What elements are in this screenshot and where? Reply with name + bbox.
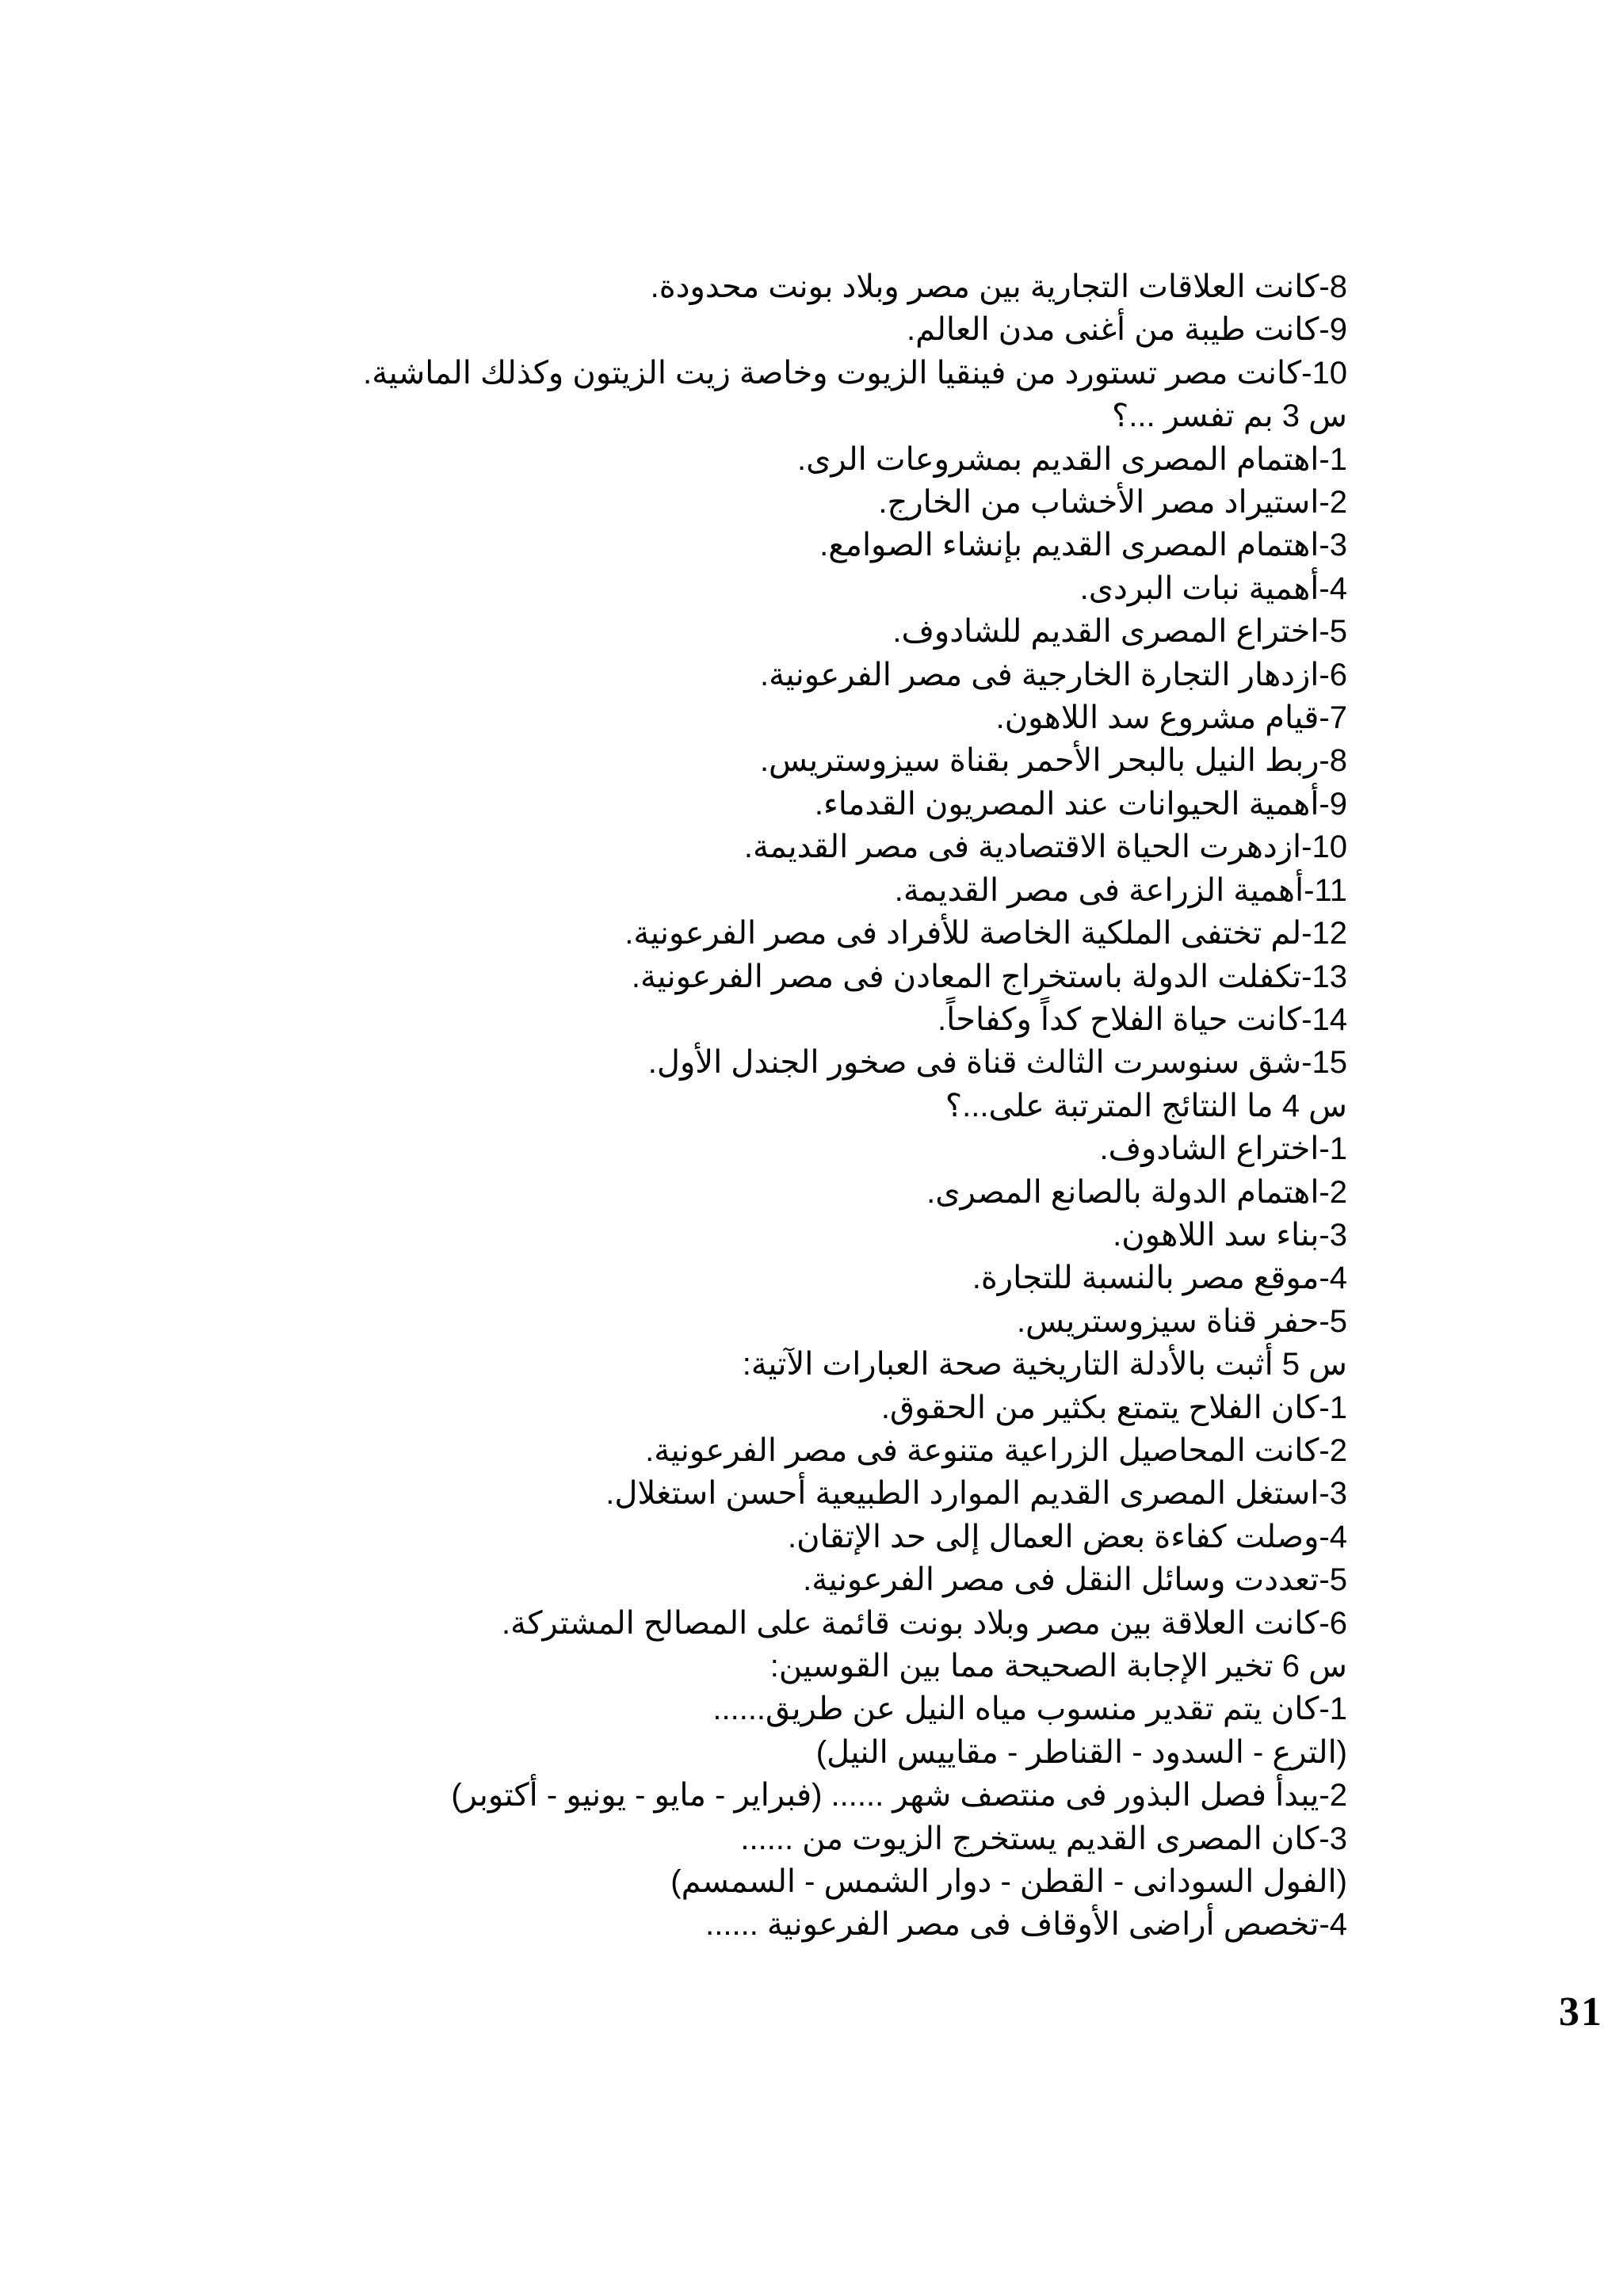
text-line: 7-قيام مشروع سد اللاهون. — [995, 700, 1347, 736]
text-line: 4-أهمية نبات البردى. — [1079, 570, 1347, 606]
text-line: 13-تكفلت الدولة باستخراج المعادن فى مصر الفرعونية. — [631, 959, 1347, 994]
question-heading: س 6 تخير الإجابة الصحيحة مما بين القوسين: — [769, 1649, 1347, 1684]
question-heading: س 3 بم تفسر ...؟ — [1112, 399, 1347, 434]
options-line: (الترع - السدود - القناطر - مقاييس النيل) — [815, 1734, 1347, 1770]
question-heading: س 5 أثبت بالأدلة التاريخية صحة العبارات الآتية: — [742, 1347, 1347, 1383]
text-line: 3-اهتمام المصرى القديم بإنشاء الصوامع. — [819, 528, 1347, 563]
text-line: 5-اختراع المصرى القديم للشادوف. — [892, 614, 1347, 650]
text-line: 1-كان يتم تقدير منسوب مياه النيل عن طريق...... — [712, 1691, 1347, 1727]
text-line: 11-أهمية الزراعة فى مصر القديمة. — [894, 872, 1347, 908]
page-number: 31 — [1559, 1989, 1603, 2035]
text-line: 6-كانت العلاقة بين مصر وبلاد بونت قائمة على المصالح المشتركة. — [501, 1605, 1347, 1641]
text-line: 4-وصلت كفاءة بعض العمال إلى حد الإتقان. — [787, 1519, 1347, 1554]
text-line: 2-يبدأ فصل البذور فى منتصف شهر ...... (فبراير - مايو - يونيو - أكتوبر) — [451, 1778, 1347, 1814]
text-line: 1-كان الفلاح يتمتع بكثير من الحقوق. — [880, 1390, 1347, 1425]
text-line: 10-ازدهرت الحياة الاقتصادية فى مصر القديمة. — [743, 830, 1347, 865]
text-line: 10-كانت مصر تستورد من فينقيا الزيوت وخاصة زيت الزيتون وكذلك الماشية. — [363, 355, 1347, 391]
text-line: 4-موقع مصر بالنسبة للتجارة. — [972, 1261, 1347, 1296]
options-line: (الفول السودانى - القطن - دوار الشمس - السمسم) — [670, 1864, 1347, 1900]
text-line: 2-استيراد مصر الأخشاب من الخارج. — [878, 485, 1347, 521]
text-line: 5-حفر قناة سيزوستريس. — [1016, 1303, 1347, 1339]
text-line: 9-أهمية الحيوانات عند المصريون القدماء. — [814, 786, 1347, 822]
text-line: 3-بناء سد اللاهون. — [1113, 1217, 1347, 1253]
text-line: 3-استغل المصرى القديم الموارد الطبيعية أحسن استغلال. — [605, 1476, 1347, 1512]
text-line: 12-لم تختفى الملكية الخاصة للأفراد فى مصر الفرعونية. — [624, 916, 1347, 952]
text-line: 14-كانت حياة الفلاح كداً وكفاحاً. — [937, 1001, 1347, 1037]
text-line: 9-كانت طيبة من أغنى مدن العالم. — [906, 312, 1347, 348]
text-line: 1-اختراع الشادوف. — [1099, 1131, 1347, 1167]
text-line: 5-تعددت وسائل النقل فى مصر الفرعونية. — [803, 1562, 1347, 1598]
text-line: 6-ازدهار التجارة الخارجية فى مصر الفرعونية. — [759, 657, 1347, 692]
question-heading: س 4 ما النتائج المترتبة على...؟ — [945, 1088, 1347, 1123]
text-line: 2-اهتمام الدولة بالصانع المصرى. — [926, 1174, 1347, 1210]
text-line: 4-تخصص أراضى الأوقاف فى مصر الفرعونية ...... — [705, 1907, 1347, 1943]
text-line: 1-اهتمام المصرى القديم بمشروعات الرى. — [797, 441, 1347, 477]
text-line: 8-كانت العلاقات التجارية بين مصر وبلاد بونت محدودة. — [650, 269, 1347, 304]
text-line: 2-كانت المحاصيل الزراعية متنوعة فى مصر الفرعونية. — [645, 1432, 1347, 1468]
text-line: 3-كان المصرى القديم يستخرج الزيوت من ...... — [740, 1821, 1347, 1856]
text-line: 8-ربط النيل بالبحر الأحمر بقناة سيزوستريس. — [759, 743, 1347, 779]
text-line: 15-شق سنوسرت الثالث قناة فى صخور الجندل الأول. — [647, 1045, 1347, 1081]
page-body — [158, 265, 1347, 1947]
